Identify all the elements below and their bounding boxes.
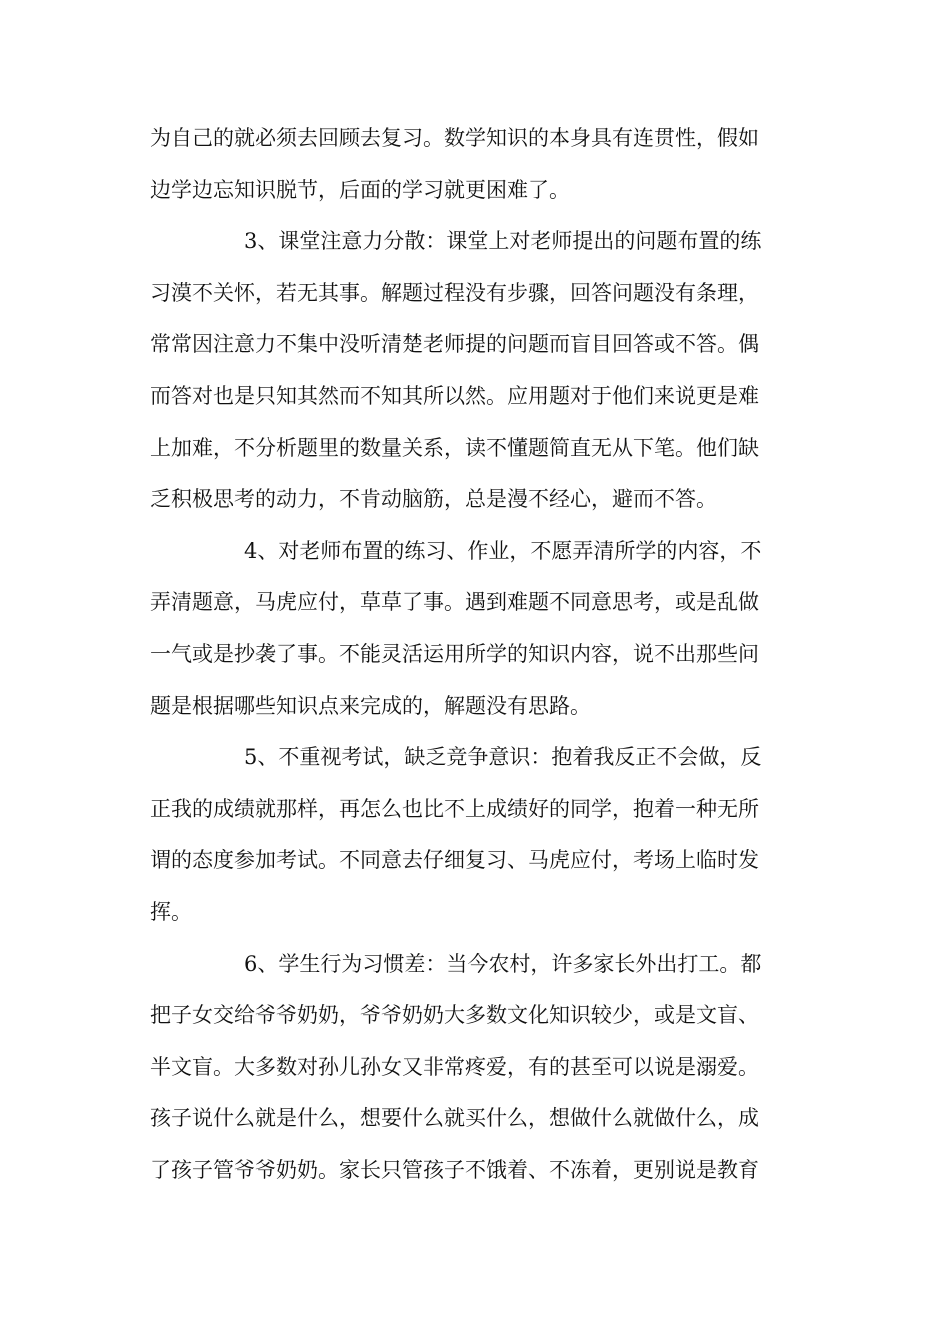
paragraph-3-first-line: 3、课堂注意力分散：课堂上对老师提出的问题布置的练 xyxy=(244,229,762,254)
paragraph-5-first-line: 5、不重视考试，缺乏竞争意识：抱着我反正不会做，反 xyxy=(244,745,762,770)
text-line: 正我的成绩就那样，再怎么也比不上成绩好的同学，抱着一种无所 xyxy=(150,796,759,821)
text-line: 乏积极思考的动力，不肯动脑筋，总是漫不经心，避而不答。 xyxy=(150,487,717,512)
text-line: 上加难，不分析题里的数量关系，读不懂题简直无从下笔。他们缺 xyxy=(150,435,759,460)
paragraph-6-first-line: 6、学生行为习惯差：当今农村，许多家长外出打工。都 xyxy=(244,951,762,976)
text-line: 把子女交给爷爷奶奶，爷爷奶奶大多数文化知识较少，或是文盲、 xyxy=(150,1003,759,1028)
text-line: 半文盲。大多数对孙儿孙女又非常疼爱，有的甚至可以说是溺爱。 xyxy=(150,1054,759,1079)
text-line: 弄清题意，马虎应付，草草了事。遇到难题不同意思考，或是乱做 xyxy=(150,590,759,615)
text-line: 常常因注意力不集中没听清楚老师提的问题而盲目回答或不答。偶 xyxy=(150,332,759,357)
text-line: 题是根据哪些知识点来完成的，解题没有思路。 xyxy=(150,693,591,718)
document-body xyxy=(150,117,810,1200)
text-line: 挥。 xyxy=(150,899,192,924)
text-line: 孩子说什么就是什么，想要什么就买什么，想做什么就做什么，成 xyxy=(150,1106,759,1131)
text-line: 谓的态度参加考试。不同意去仔细复习、马虎应付，考场上临时发 xyxy=(150,848,759,873)
paragraph-4-first-line: 4、对老师布置的练习、作业，不愿弄清所学的内容，不 xyxy=(244,538,762,563)
text-line: 一气或是抄袭了事。不能灵活运用所学的知识内容，说不出那些问 xyxy=(150,641,759,666)
text-line: 了孩子管爷爷奶奶。家长只管孩子不饿着、不冻着，更别说是教育 xyxy=(150,1157,759,1182)
text-line: 习漠不关怀，若无其事。解题过程没有步骤，回答问题没有条理， xyxy=(150,280,759,305)
text-line: 为自己的就必须去回顾去复习。数学知识的本身具有连贯性，假如 xyxy=(150,126,759,150)
text-line: 而答对也是只知其然而不知其所以然。应用题对于他们来说更是难 xyxy=(150,383,759,408)
text-line: 边学边忘知识脱节，后面的学习就更困难了。 xyxy=(150,177,570,202)
